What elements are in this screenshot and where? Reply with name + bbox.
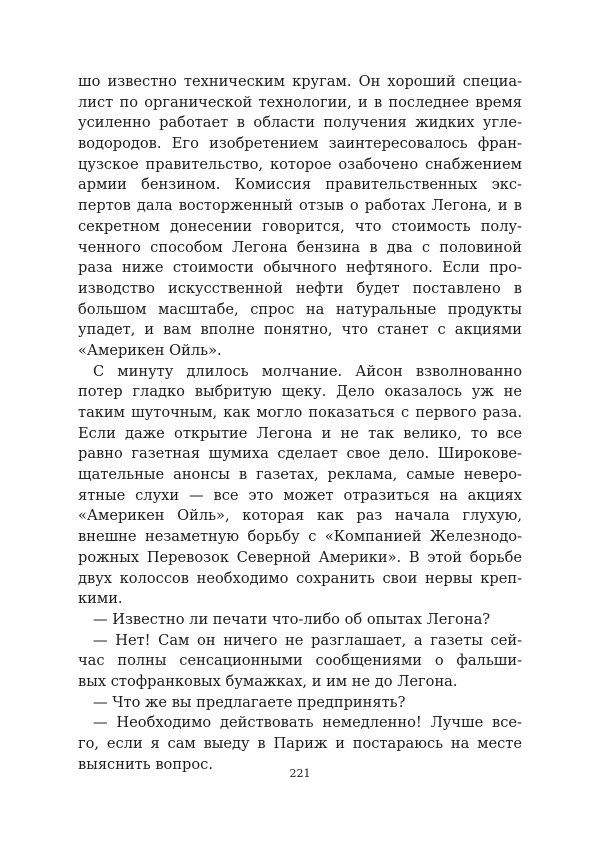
text-line: рожных Перевозок Северной Америки». В этой борьбе	[78, 548, 522, 566]
text-line: час полны сенсационными сообщениями о фальши-	[78, 652, 522, 670]
text-line: — Что же вы предлагаете предпринять?	[93, 693, 406, 711]
page-number: 221	[289, 767, 311, 780]
text-line: ченного способом Легона бензина в два с половиной	[78, 238, 522, 256]
text-line: цузское правительство, которое озабочено снабжением	[78, 155, 522, 173]
text-line: секретном донесении говорится, что стоимость полу-	[78, 217, 522, 235]
text-line: — Известно ли печати что-либо об опытах Легона?	[93, 610, 491, 628]
text-line: вых стофранковых бумажках, и им не до Легона.	[78, 672, 458, 690]
text-line: внешне незаметную борьбу с «Компанией Железнодо-	[78, 528, 522, 546]
text-line: щательные анонсы в газетах, реклама, самые неверо-	[78, 466, 522, 484]
text-line: таким шуточным, как могло показаться с первого раза.	[78, 404, 522, 421]
text-line: армии бензином. Комиссия правительственных экс-	[78, 176, 522, 194]
text-line: кими.	[78, 590, 123, 608]
text-line: — Необходимо действовать немедленно! Лучше все-	[93, 714, 522, 732]
text-line: упадет, и вам вполне понятно, что станет с акциями	[78, 321, 522, 339]
text-line: Если даже открытие Легона и не так велико, то все	[78, 424, 522, 442]
text-line: большом масштабе, спрос на натуральные продукты	[78, 300, 522, 318]
text-line: усиленно работает в области получения жидких угле-	[78, 114, 522, 132]
text-line: «Америкен Ойль».	[78, 341, 222, 359]
text-line: равно газетная шумиха сделает свое дело. Широкове-	[78, 445, 522, 463]
text-line: С минуту длилось молчание. Айсон взволнованно	[93, 362, 522, 380]
text-line: лист по органической технологии, и в последнее время	[78, 93, 522, 111]
text-line: пертов дала восторженный отзыв о работах Легона, и в	[78, 197, 522, 215]
text-line: изводство искусственной нефти будет поставлено в	[78, 279, 522, 297]
body-text	[78, 72, 522, 775]
text-line: водородов. Его изобретением заинтересовалось фран-	[78, 135, 522, 153]
text-line: «Америкен Ойль», которая как раз начала глухую,	[78, 507, 522, 525]
text-line: раза ниже стоимости обычного нефтяного. Если про-	[78, 259, 522, 277]
text-line: ятные слухи — все это может отразиться на акциях	[78, 486, 522, 504]
text-line: — Нет! Сам он ничего не разглашает, а газеты сей-	[93, 631, 522, 649]
text-line: двух колоссов необходимо сохранить свои нервы креп-	[78, 569, 522, 587]
text-line: выяснить вопрос.	[78, 755, 213, 773]
text-line: го, если я сам выеду в Париж и постараюсь на месте	[78, 735, 522, 752]
text-line: шо известно техническим кругам. Он хороший специа-	[78, 73, 522, 90]
text-line: потер гладко выбритую щеку. Дело оказалось уж не	[78, 383, 522, 401]
